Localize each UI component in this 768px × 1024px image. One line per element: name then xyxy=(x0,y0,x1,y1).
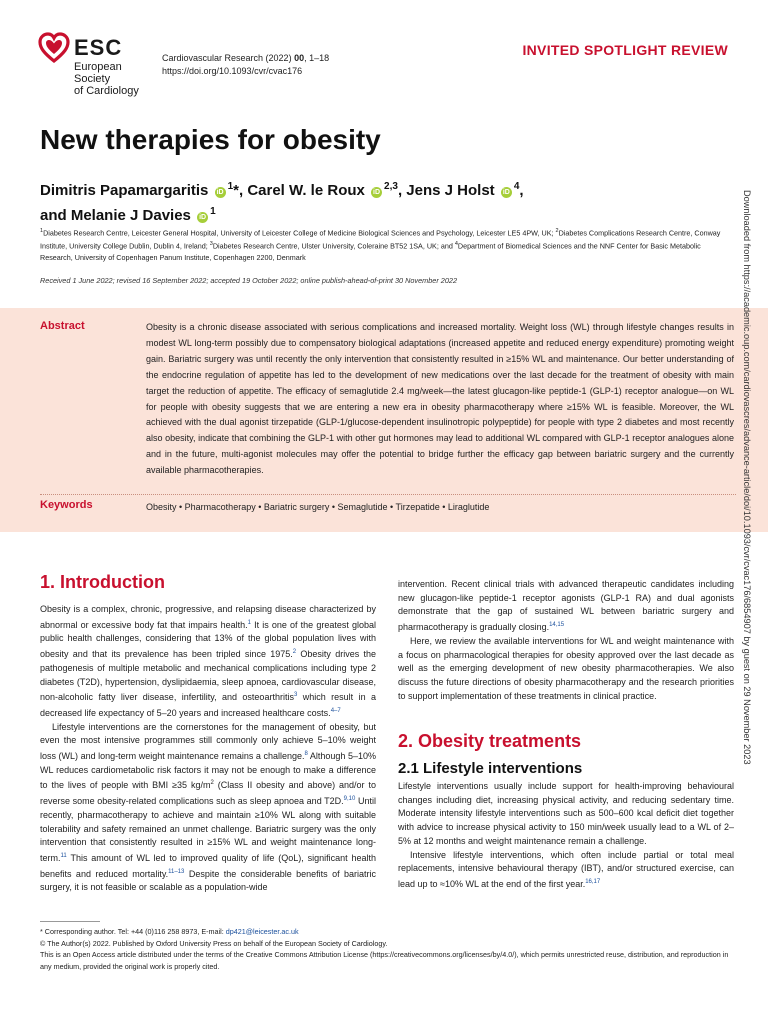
paragraph: Lifestyle interventions are the cornerstones for the management of obesity, but even the most intensive programmes still commonly only achieve 5–10% weight loss (WL) and long-term weight maintenance remains a challenge.$^8$ Although 5–10% WL reduces cardiometabolic risk factors it may not be enough to make a difference to the lives of people with BMI ≥35 $kg/m^2$ (Class II obesity and above) and/or to reverse some obesity-related complications such as sleep apnoea and T2D.$^{9,10}$ Until recently, pharmacotherapy to achieve and maintain ≥10% WL along with suitable tolerability and safety remained an unmet challenge. Bariatric surgery was the only intervention that consistently resulted in ≥15% WL and weight maintenance long-term.$^{11}$ This amount of WL led to improved quality of life (QoL), significant health benefits and reduced mortality.$^{11-13}$ Despite the considerable benefits of bariatric surgery, it is not feasible or scalable as a population-wide xyxy=(40,721,376,893)
author-name[interactable]: Dimitris Papamargaritis xyxy=(40,182,209,199)
footnote-rule xyxy=(40,921,100,922)
email-link[interactable]: dp421@leicester.ac.uk xyxy=(225,927,299,936)
received-dates: Received 1 June 2022; revised 16 September 2022; accepted 19 October 2022; online publish-ahead-of-print 30 November 2022 xyxy=(40,276,458,285)
section-heading-introduction: 1. Introduction xyxy=(40,572,165,592)
citation-link[interactable]: 9,10 xyxy=(343,796,356,803)
right-column-text xyxy=(398,578,734,703)
citation-link[interactable]: 8 xyxy=(304,751,308,758)
section-heading-obesity-treatments: 2. Obesity treatments xyxy=(398,731,582,751)
orcid-icon[interactable]: iD xyxy=(373,189,381,196)
citation-link[interactable]: 11–13 xyxy=(168,868,185,875)
citation-link[interactable]: 2 xyxy=(292,649,297,656)
corresponding-author: * Corresponding author. Tel: +44 (0)116 258 8973, E-mail: dp421@leicester.ac.uk xyxy=(40,927,299,936)
author-name[interactable]: Jens J Holst xyxy=(406,182,495,199)
abstract-divider xyxy=(40,494,736,495)
esc-heart-icon xyxy=(38,32,70,64)
article-title: New therapies for obesity xyxy=(40,124,381,155)
left-column-text xyxy=(40,603,376,895)
orcid-icon[interactable]: iD xyxy=(216,189,224,196)
paragraph: Obesity is a complex, chronic, progressive, and relapsing disease characterized by abnormal or excessive body fat that impairs health.$^1$ It is one of the greatest global public health challenges, considering that 13% of the global population lives with obesity and that its prevalence has been tripled since 1975.$^2$ Obesity drives the pathogenesis of multiple metabolic and mechanical complications including type 2 diabetes (T2D), hypertension, dyslipidaemia, sleep apnoea, cardiovascular disease, non-alcoholic fatty liver disease, infertility, and osteoarthritis$^3$ which result in a decreased life expectancy of 5–20 years and increased healthcare costs.$^{4-7}$ xyxy=(40,604,377,718)
abstract-label: Abstract xyxy=(40,320,85,332)
footnotes xyxy=(40,926,736,972)
paragraph: Intensive lifestyle interventions, which often include partial or total meal replacements, intensive behavioural therapy (IBT), and/or structured exercise, can lead up to ≈10% WL at the end of the first year.$^{16,17}$ xyxy=(398,849,734,889)
author-list: Dimitris Papamargaritis $iD^1*$, Carel W. le Roux iD$^{2,3}$, Jens J Holst $iD^4$, and Melanie J Davies $iD^1$ xyxy=(40,181,524,224)
keywords-list: Obesity • Pharmacotherapy • Bariatric surgery • Semaglutide • Tirzepatide • Liraglutide xyxy=(146,502,490,512)
copyright-notice: © The Author(s) 2022. Published by Oxford University Press on behalf of the European Society of Cardiology. xyxy=(40,938,388,948)
license-notice: This is an Open Access article distributed under the terms of the Creative Commons Attribution License (https://creativecommons.org/licenses/by/4.0/), which permits unrestricted reuse, distribution, and reproduction in any medium, provided the original work is properly cited. xyxy=(40,950,729,971)
citation-link[interactable]: 4–7 xyxy=(330,707,341,714)
orcid-icon[interactable]: iD xyxy=(199,214,207,221)
citation-link[interactable]: 1 xyxy=(247,619,251,626)
citation-link[interactable]: 16,17 xyxy=(585,878,601,885)
orcid-icon[interactable]: iD xyxy=(502,189,510,196)
paragraph: intervention. Recent clinical trials with advanced therapeutic candidates including new glucagon-like peptide-1 receptor agonists (GLP-1 RA) and dual agonists demonstrate that the gap of sustained WL between bariatric surgery and pharmacotherapy is gradually closing.$^{14,15}$ xyxy=(398,579,734,633)
article-type-label: INVITED SPOTLIGHT REVIEW xyxy=(522,42,728,58)
paragraph: Lifestyle interventions usually include support for health-improving behavioural changes including diet, increasing physical activity, and reducing sedentary time. Moderate intensity lifestyle interventions such as 500–600 kcal deficit diet together with advice to increase physical activity to 150 min/week usually lead to a WL of 2–5% at 12 months and weight maintenance remain a challenge. xyxy=(398,781,734,846)
author-name[interactable]: Carel W. le Roux xyxy=(247,182,365,199)
paragraph: Here, we review the available interventions for WL and weight maintenance with a focus on pharmacological therapies for obesity approved over the last decade as well as the emerging development of new obesity pharmacotherapies. We also discuss the future directions of obesity pharmacotherapy and the research priorities to support implementation of these treatments in clinical practice. xyxy=(398,635,734,701)
journal-citation: Cardiovascular Research (2022) 00, 1–18 https://doi.org/10.1093/cvr/cvac176 xyxy=(162,53,330,76)
doi-link[interactable]: https://doi.org/10.1093/cvr/cvac176 xyxy=(162,66,303,76)
author-name[interactable]: and Melanie J Davies xyxy=(40,207,191,224)
citation-link[interactable]: 14,15 xyxy=(549,622,565,629)
lifestyle-text xyxy=(398,780,734,892)
esc-logo-org: European Society of Cardiology xyxy=(74,61,139,97)
esc-logo-letters: ESC xyxy=(74,35,123,60)
subsection-heading-lifestyle: 2.1 Lifestyle interventions xyxy=(398,760,583,777)
citation-link[interactable]: 3 xyxy=(293,692,298,699)
download-watermark: Downloaded from https://academic.oup.com/cardiovascres/advance-article/doi/10.1093/cvr/cvac176/6854907 by guest on 29 November 2023 xyxy=(742,190,752,765)
abstract-text: Obesity is a chronic disease associated with serious complications and increased mortality. Weight loss (WL) through lifestyle changes results in modest WL long-term possibly due to compensatory biological adaptations (increased appetite and reduced energy expenditure) promoting weight gain. Bariatric surgery was until recently the only intervention that consistently resulted in ≥15% WL and maintenance. Our better understanding of the endocrine regulation of appetite has led to the development of new medications over the last decade for the treatment of obesity with main target the reduction of appetite. The efficacy of semaglutide 2.4 mg/week—the latest glucagon-like peptide-1 (GLP-1) receptor analogue—on WL for people with obesity suggests that we are entering a new era in obesity pharmacotherapy where ≥15% WL is feasible. Moreover, the WL achieved with the dual agonist tirzepatide (GLP-1/glucose-dependent insulinotropic polypeptide) for people with type 2 diabetes and most recently also obesity, indicate that combining the GLP-1 with other gut hormones may lead to additional WL compared with GLP-1 receptor analogues alone and in the future, multi-agonist molecules may offer the potential to bridge further the efficacy gap between bariatric surgery and the currently available pharmacotherapies. xyxy=(146,322,734,476)
affiliations: $^1$Diabetes Research Centre, Leicester General Hospital, University of Leicester College of Medicine Biological Sciences and Psychology, Leicester LE5 4PW, UK; $^2$Diabetes Complications Research Centre, Conway Institute, University College Dublin, Dublin 4, Ireland; $^3$Diabetes Research Centre, Ulster University, Coleraine BT52 1SA, UK; and $^4$Department of Biomedical Sciences and the NNF Center for Basic Metabolic Research, University of Copenhagen Panum Institute, Copenhagen 2200, Denmark xyxy=(40,228,721,262)
citation-link[interactable]: 11 xyxy=(60,852,67,859)
keywords-label: Keywords xyxy=(40,499,93,511)
esc-logo xyxy=(38,32,158,97)
